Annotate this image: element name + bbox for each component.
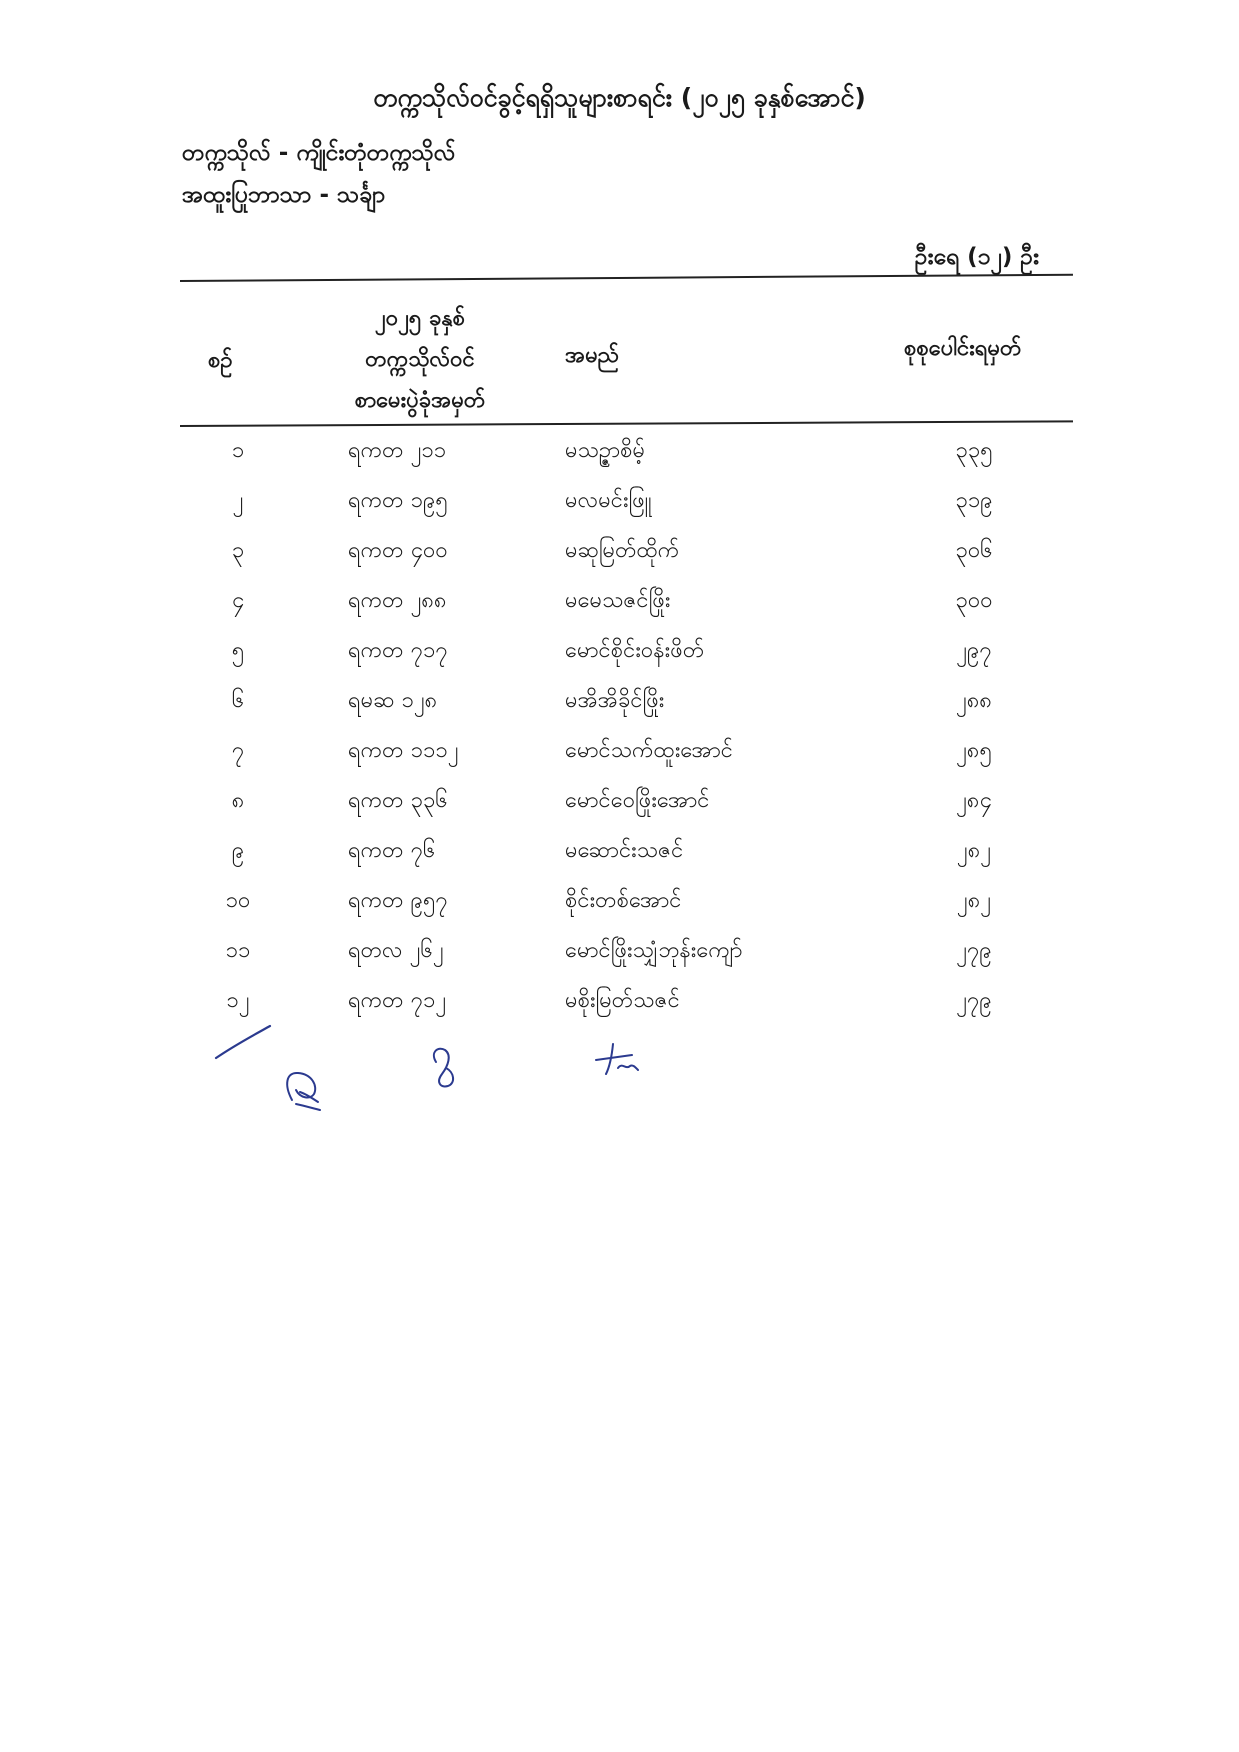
table-row: [0, 485, 1239, 535]
row-registration: ရကတ ၇၁၇: [348, 638, 448, 663]
signature-stroke-3: [434, 1049, 453, 1087]
row-total-marks: ၂၇၉: [956, 988, 992, 1013]
signature-stroke-2: [287, 1073, 320, 1110]
row-registration: ရတလ ၂၆၂: [348, 938, 444, 963]
row-serial: ၄: [231, 588, 245, 613]
header-registration-line1: ၂၀၂၅ ခုနှစ်: [374, 306, 466, 331]
row-serial: ၁၁: [225, 938, 251, 963]
row-registration: ရကတ ၂၈၈: [348, 588, 447, 613]
row-name: မအိအိခိုင်ဖြိုး: [565, 688, 665, 713]
row-total-marks: ၃၀၆: [955, 538, 993, 563]
row-serial: ၁၀: [225, 888, 251, 913]
header-registration: [330, 298, 510, 421]
row-registration: ရကတ ၂၁၁: [348, 438, 447, 463]
row-registration: ရကတ ၁၉၅: [348, 488, 448, 513]
row-name: မဆောင်းသဇင်: [565, 838, 684, 863]
row-registration: ရကတ ၇၁၂: [348, 988, 447, 1013]
row-serial: ၁၂: [226, 988, 250, 1013]
row-serial: ၈: [231, 788, 245, 813]
row-name: မောင်သက်ထူးအောင်: [565, 738, 733, 763]
header-name: အမည်: [565, 343, 620, 368]
row-name: မဆုမြတ်ထိုက်: [565, 538, 680, 563]
row-registration: ရကတ ၇၆: [348, 838, 436, 863]
row-total-marks: ၂၈၈: [956, 688, 992, 713]
table-header-rule: [180, 420, 1073, 427]
table-row: [0, 585, 1239, 635]
row-total-marks: ၃၀၀: [955, 588, 993, 613]
header-registration-line3: စာမေးပွဲခုံအမှတ်: [354, 388, 486, 413]
table-row: [0, 435, 1239, 485]
table-row: [0, 735, 1239, 785]
row-registration: ရကတ ၉၅၇: [348, 888, 448, 913]
header-serial: စဉ်: [208, 348, 233, 373]
row-name: မောင်စိုင်းဝန်းဖိတ်: [565, 638, 705, 663]
row-serial: ၃: [231, 538, 245, 563]
row-registration: ရမဆ ၁၂၈: [348, 688, 438, 713]
row-total-marks: ၃၁၉: [955, 488, 993, 513]
row-total-marks: ၂၈၂: [956, 888, 992, 913]
row-serial: ၉: [231, 838, 245, 863]
row-total-marks: ၂၈၅: [956, 738, 992, 763]
row-registration: ရကတ ၃၃၆: [348, 788, 448, 813]
table-top-rule: [180, 274, 1073, 282]
count-line: ဦးရေ (၁၂) ဦး: [914, 244, 1039, 270]
document-title: တက္ကသိုလ်ဝင်ခွင့်ရရှိသူများစာရင်း (၂၀၂၅ ခုနှစ်အောင်): [373, 83, 866, 112]
row-serial: ၂: [232, 488, 244, 513]
row-total-marks: ၂၇၉: [956, 938, 992, 963]
row-serial: ၆: [231, 688, 245, 713]
table-row: [0, 835, 1239, 885]
row-name: မမေသဇင်ဖြိုး: [565, 588, 671, 613]
table-row: [0, 685, 1239, 735]
row-name: မောင်ဝေဖြိုးအောင်: [565, 788, 710, 813]
row-name: စိုင်းတစ်အောင်: [565, 888, 682, 913]
row-total-marks: ၃၃၅: [955, 438, 993, 463]
row-total-marks: ၂၉၇: [956, 638, 992, 663]
row-name: မသဥ္ဇာစိမ့်: [565, 438, 646, 463]
table-row: [0, 935, 1239, 985]
row-serial: ၅: [231, 638, 245, 663]
row-registration: ရကတ ၁၁၁၂: [348, 738, 459, 763]
table-row: [0, 885, 1239, 935]
table-row: [0, 535, 1239, 585]
header-registration-line2: တက္ကသိုလ်ဝင်: [365, 347, 475, 372]
row-registration: ရကတ ၄၀၀: [348, 538, 448, 563]
signature-stroke-4: [596, 1044, 638, 1074]
row-name: မစိုးမြတ်သဇင်: [565, 988, 680, 1013]
university-line: တက္ကသိုလ် - ကျိုင်းတုံတက္ကသိုလ်: [182, 140, 456, 166]
row-serial: ၇: [231, 738, 245, 763]
table-row: [0, 635, 1239, 685]
row-serial: ၁: [231, 438, 245, 463]
row-total-marks: ၂၈၄: [956, 788, 992, 813]
table-row: [0, 985, 1239, 1035]
row-name: မောင်ဖြိုးသျှံဘုန်းကျော်: [565, 938, 743, 963]
header-total-marks: စုစုပေါင်းရမှတ်: [904, 336, 1022, 361]
table-row: [0, 785, 1239, 835]
row-name: မလမင်းဖြူ: [565, 488, 652, 513]
row-total-marks: ၂၈၂: [956, 838, 992, 863]
subject-line: အထူးပြုဘာသာ - သင်္ချာ: [182, 182, 386, 208]
